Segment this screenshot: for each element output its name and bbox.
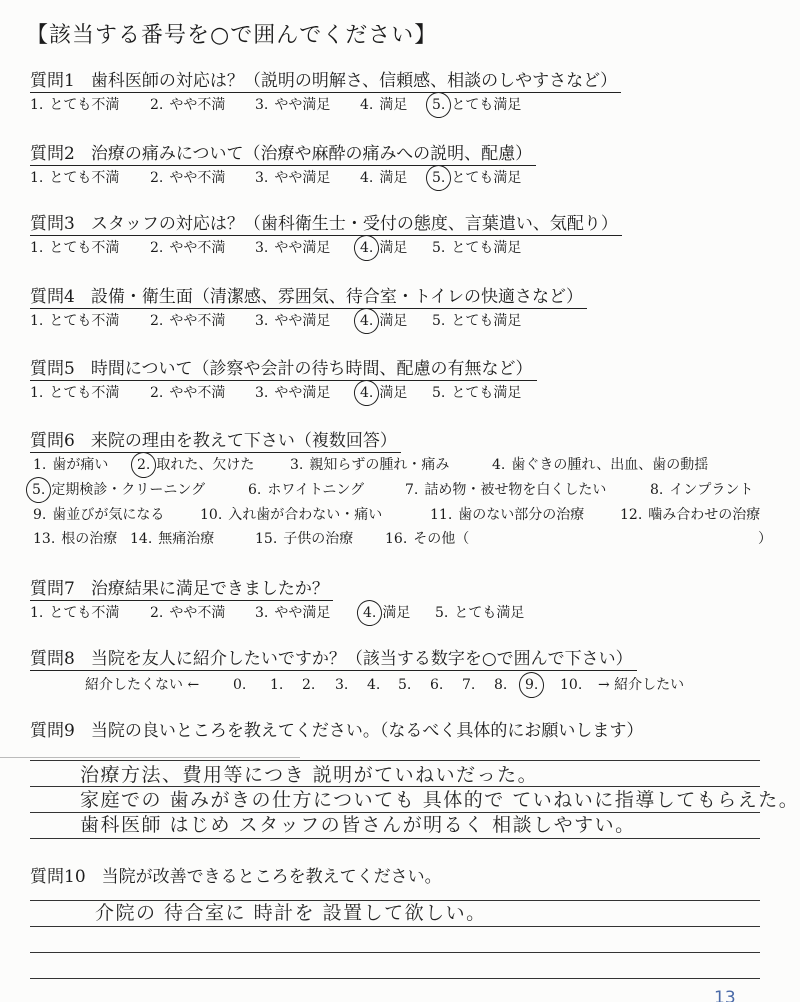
- answer-rule: [30, 786, 760, 787]
- question-text: 当院の良いところを教えてください。（なるべく具体的にお願いします）: [90, 721, 644, 741]
- scale-9: [525, 676, 544, 694]
- question-number: 質問4: [30, 287, 75, 307]
- scale-number: 8.: [494, 677, 508, 693]
- question-number: 質問10: [30, 867, 86, 887]
- option-2: [150, 312, 225, 330]
- question-number: 質問6: [30, 431, 75, 451]
- option-label: とても不満: [49, 170, 120, 186]
- option-label: インプラント: [669, 482, 754, 498]
- option-label: やや満足: [274, 240, 331, 256]
- reason-option-14: [130, 530, 214, 548]
- option-label: 定期検診・クリーニング: [51, 482, 206, 498]
- option-label: やや満足: [274, 605, 331, 621]
- option-1: [30, 169, 119, 187]
- question-3: [30, 213, 790, 273]
- question-text: スタッフの対応は？（歯科衛生士・受付の態度、言葉遣い、気配り）: [90, 214, 618, 234]
- option-number: 3.: [255, 97, 269, 113]
- option-number: 2.: [150, 313, 164, 329]
- answer-rule: [30, 952, 760, 953]
- option-4: [360, 384, 407, 402]
- question-7-heading: [30, 578, 333, 601]
- question-5-heading: [30, 358, 537, 381]
- option-number: 14.: [130, 531, 153, 547]
- option-number: 1.: [30, 240, 44, 256]
- option-number: 3.: [255, 313, 269, 329]
- scale-5: [398, 676, 417, 694]
- scale-number: 10.: [560, 677, 583, 693]
- question-number: 質問3: [30, 214, 75, 234]
- option-number: 4.: [360, 170, 374, 186]
- reason-option-4: [492, 456, 708, 474]
- option-1: [30, 239, 119, 257]
- option-number: 5.: [435, 605, 449, 621]
- option-number: 4.: [360, 240, 374, 256]
- handwritten-answer-line: 家庭での 歯みがきの仕方についても 具体的で ていねいに指導してもらえた。: [80, 789, 800, 811]
- option-label: 無痛治療: [158, 531, 215, 547]
- option-number: 7.: [405, 482, 419, 498]
- scale-number: 2.: [302, 677, 316, 693]
- option-number: 4.: [363, 605, 377, 621]
- scale-8: [494, 676, 513, 694]
- question-text: 治療結果に満足できましたか？: [90, 579, 329, 599]
- reason-option-11: [430, 506, 584, 524]
- question-number: 質問7: [30, 579, 75, 599]
- option-label: 噛み合わせの治療: [648, 507, 761, 523]
- option-5: [432, 239, 521, 257]
- scale-number: 6.: [430, 677, 444, 693]
- option-number: 10.: [200, 507, 223, 523]
- option-label: 歯ぐきの腫れ、出血、歯の動揺: [511, 457, 709, 473]
- reason-option-15: [255, 530, 353, 548]
- question-text: 来院の理由を教えて下さい（複数回答）: [90, 431, 397, 451]
- scale-3: [335, 676, 354, 694]
- option-label: やや不満: [169, 385, 226, 401]
- question-text: 当院が改善できるところを教えてください。: [101, 867, 442, 887]
- option-number: 12.: [620, 507, 643, 523]
- question-text: 歯科医師の対応は？（説明の明解さ、信頼感、相談のしやすさなど）: [90, 71, 618, 91]
- option-label: 詰め物・被せ物を白くしたい: [424, 482, 607, 498]
- option-label: 満足: [379, 240, 408, 256]
- option-label: とても満足: [451, 313, 522, 329]
- option-5: [432, 384, 521, 402]
- question-9: [30, 720, 790, 750]
- reason-option-8: [650, 481, 753, 499]
- option-number: 5.: [432, 240, 446, 256]
- question-10: [30, 866, 790, 896]
- option-number: 13.: [33, 531, 56, 547]
- question-5: [30, 358, 790, 418]
- option-number: 16.: [385, 531, 408, 547]
- option-label: やや満足: [274, 97, 331, 113]
- option-5: [432, 169, 521, 187]
- option-label: やや不満: [169, 313, 226, 329]
- option-1: [30, 604, 119, 622]
- scale-number: 9.: [525, 677, 539, 693]
- scale-right-label: → 紹介したい: [598, 677, 685, 693]
- option-number: 2.: [150, 97, 164, 113]
- option-2: [150, 239, 225, 257]
- question-number: 質問9: [30, 721, 75, 741]
- question-2-heading: [30, 143, 536, 166]
- question-8: [30, 648, 790, 708]
- question-text: 当院を友人に紹介したいですか？（該当する数字を○で囲んで下さい）: [90, 649, 633, 669]
- option-number: 5.: [432, 97, 446, 113]
- option-2: [150, 384, 225, 402]
- option-number: 3.: [255, 605, 269, 621]
- option-label: やや不満: [169, 240, 226, 256]
- option-label: やや不満: [169, 170, 226, 186]
- scale-1: [270, 676, 289, 694]
- question-1-heading: [30, 70, 621, 93]
- scale-7: [462, 676, 481, 694]
- question-6: [30, 430, 790, 550]
- option-number: 5.: [432, 385, 446, 401]
- option-label: とても不満: [49, 240, 120, 256]
- option-label: とても不満: [49, 385, 120, 401]
- option-number: 2.: [150, 240, 164, 256]
- option-number: 3.: [255, 170, 269, 186]
- reason-option-1: [33, 456, 108, 474]
- option-4: [363, 604, 410, 622]
- option-number: 3.: [290, 457, 304, 473]
- option-3: [255, 169, 330, 187]
- scale-10: [560, 676, 588, 694]
- handwritten-answer-line: 歯科医師 はじめ スタッフの皆さんが明るく 相談しやすい。: [80, 814, 636, 836]
- option-label: とても満足: [451, 240, 522, 256]
- option-label: やや満足: [274, 170, 331, 186]
- scale-number: 4.: [367, 677, 381, 693]
- option-label: 歯が痛い: [52, 457, 109, 473]
- scale-number: 7.: [462, 677, 476, 693]
- option-4: [360, 96, 407, 114]
- scale-number: 5.: [398, 677, 412, 693]
- option-2: [150, 169, 225, 187]
- option-number: 1.: [30, 97, 44, 113]
- scale-0: [233, 676, 252, 694]
- question-1: [30, 70, 790, 130]
- scan-line: [0, 757, 300, 758]
- option-number: 1.: [30, 385, 44, 401]
- option-number: 5.: [432, 313, 446, 329]
- option-label: 満足: [379, 313, 408, 329]
- reason-option-6: [248, 481, 364, 499]
- option-number: 2.: [150, 170, 164, 186]
- question-text: 設備・衛生面（清潔感、雰囲気、待合室・トイレの快適さなど）: [90, 287, 583, 307]
- option-label: 満足: [379, 97, 408, 113]
- option-number: 1.: [30, 313, 44, 329]
- option-number: 9.: [33, 507, 47, 523]
- option-number: 1.: [30, 605, 44, 621]
- option-label: 子供の治療: [283, 531, 354, 547]
- option-number: 1.: [30, 170, 44, 186]
- question-10-heading: [30, 866, 442, 888]
- scale-4: [367, 676, 386, 694]
- option-number: 1.: [33, 457, 47, 473]
- option-2: [150, 96, 225, 114]
- option-label: 根の治療: [61, 531, 118, 547]
- reason-option-7: [405, 481, 606, 499]
- question-number: 質問2: [30, 144, 75, 164]
- scale-6: [430, 676, 449, 694]
- option-1: [30, 96, 119, 114]
- option-3: [255, 239, 330, 257]
- option-label: とても満足: [451, 385, 522, 401]
- option-label: とても満足: [451, 170, 522, 186]
- option-number: 4.: [492, 457, 506, 473]
- option-number: 2.: [137, 457, 151, 473]
- question-9-heading: [30, 720, 643, 742]
- reason-option-5: [32, 481, 205, 499]
- question-4-heading: [30, 286, 587, 309]
- option-label: とても満足: [454, 605, 525, 621]
- option-number: 11.: [430, 507, 453, 523]
- reason-option-3: [290, 456, 449, 474]
- reason-option-16: [385, 530, 469, 548]
- option-label: 入れ歯が合わない・痛い: [228, 507, 383, 523]
- question-2: [30, 143, 790, 203]
- option-label: とても不満: [49, 313, 120, 329]
- instruction-title: 【該当する番号を○で囲んでください】: [26, 23, 438, 48]
- option-label: やや満足: [274, 313, 331, 329]
- question-7: [30, 578, 790, 638]
- option-label: 満足: [379, 385, 408, 401]
- option-number: 4.: [360, 97, 374, 113]
- reason-option-13: [33, 530, 117, 548]
- option-number: 15.: [255, 531, 278, 547]
- reason-option-9: [33, 506, 164, 524]
- scale-number: 0.: [233, 677, 247, 693]
- option-label: ホワイトニング: [267, 482, 365, 498]
- handwritten-answer-line: 介院の 待合室に 時計を 設置して欲しい。: [95, 902, 487, 924]
- answer-rule: [30, 760, 760, 761]
- other-close-paren: ）: [758, 531, 772, 547]
- question-3-heading: [30, 213, 622, 236]
- option-4: [360, 239, 407, 257]
- option-number: 5.: [432, 170, 446, 186]
- option-3: [255, 384, 330, 402]
- scale-number: 3.: [335, 677, 349, 693]
- question-number: 質問8: [30, 649, 75, 669]
- reason-option-12: [620, 506, 760, 524]
- option-label: やや不満: [169, 97, 226, 113]
- option-3: [255, 312, 330, 330]
- scale-2: [302, 676, 321, 694]
- option-number: 3.: [255, 240, 269, 256]
- question-text: 治療の痛みについて（治療や麻酔の痛みへの説明、配慮）: [90, 144, 533, 164]
- option-4: [360, 169, 407, 187]
- answer-rule: [30, 900, 760, 901]
- option-number: 6.: [248, 482, 262, 498]
- answer-rule: [30, 812, 760, 813]
- question-4: [30, 286, 790, 346]
- answer-rule: [30, 926, 760, 927]
- option-label: 歯のない部分の治療: [458, 507, 585, 523]
- option-label: その他（: [413, 531, 470, 547]
- option-number: 3.: [255, 385, 269, 401]
- option-label: 歯並びが気になる: [52, 507, 165, 523]
- option-label: 取れた、欠けた: [156, 457, 255, 473]
- option-number: 2.: [150, 605, 164, 621]
- answer-rule: [30, 978, 760, 979]
- question-number: 質問5: [30, 359, 75, 379]
- option-3: [255, 96, 330, 114]
- option-label: 満足: [382, 605, 411, 621]
- option-label: やや不満: [169, 605, 226, 621]
- option-5: [432, 312, 521, 330]
- option-number: 2.: [150, 385, 164, 401]
- page-number: 13: [714, 988, 736, 1002]
- option-label: 満足: [379, 170, 408, 186]
- scale-left-label: 紹介したくない ←: [85, 677, 200, 693]
- option-label: とても不満: [49, 605, 120, 621]
- option-number: 5.: [32, 482, 46, 498]
- reason-option-2: [137, 456, 254, 474]
- question-8-heading: [30, 648, 637, 671]
- option-5: [435, 604, 524, 622]
- option-5: [432, 96, 521, 114]
- option-1: [30, 312, 119, 330]
- option-number: 4.: [360, 385, 374, 401]
- question-number: 質問1: [30, 71, 75, 91]
- option-1: [30, 384, 119, 402]
- question-text: 時間について（診察や会計の待ち時間、配慮の有無など）: [90, 359, 533, 379]
- option-3: [255, 604, 330, 622]
- option-4: [360, 312, 407, 330]
- option-label: とても不満: [49, 97, 120, 113]
- answer-rule: [30, 838, 760, 839]
- scale-number: 1.: [270, 677, 284, 693]
- reason-option-10: [200, 506, 382, 524]
- option-label: 親知らずの腫れ・痛み: [309, 457, 450, 473]
- option-label: やや満足: [274, 385, 331, 401]
- option-label: とても満足: [451, 97, 522, 113]
- question-6-heading: [30, 430, 401, 453]
- option-number: 4.: [360, 313, 374, 329]
- option-number: 8.: [650, 482, 664, 498]
- option-2: [150, 604, 225, 622]
- handwritten-answer-line: 治療方法、費用等につき 説明がていねいだった。: [80, 764, 539, 786]
